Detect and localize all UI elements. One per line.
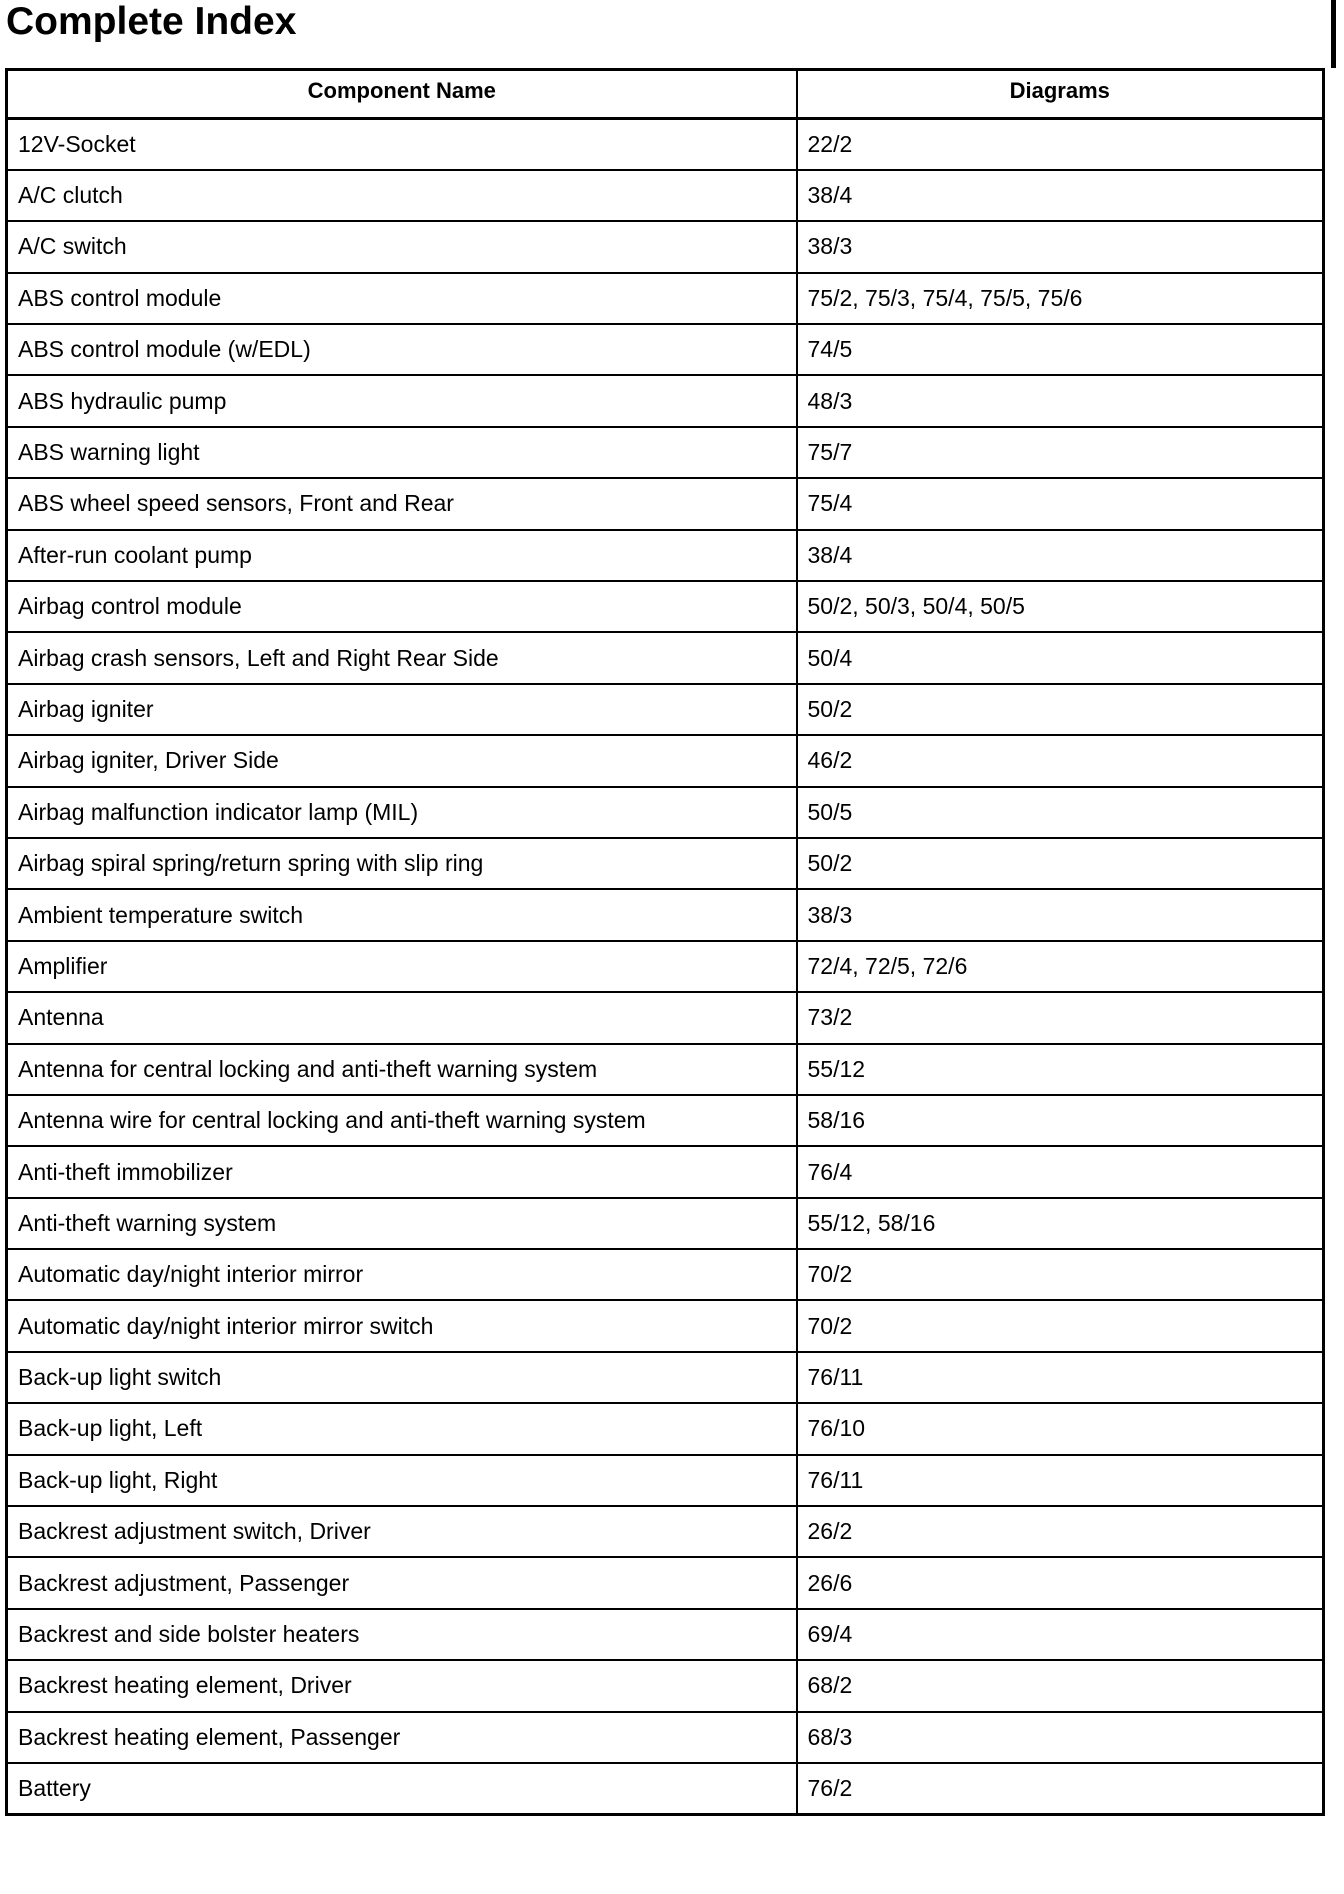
component-name-cell: Automatic day/night interior mirror switch [7,1300,797,1351]
table-row [7,1146,1324,1197]
component-name-cell: Anti-theft warning system [7,1198,797,1249]
component-name-cell: Anti-theft immobilizer [7,1146,797,1197]
diagrams-cell: 75/2, 75/3, 75/4, 75/5, 75/6 [797,273,1324,324]
table-row [7,632,1324,683]
diagrams-cell: 70/2 [797,1249,1324,1300]
component-name-cell: Automatic day/night interior mirror [7,1249,797,1300]
component-name-cell: Back-up light, Right [7,1455,797,1506]
component-name-cell: Antenna [7,992,797,1043]
diagrams-cell: 50/2 [797,838,1324,889]
component-index-table [5,68,1325,1816]
column-header-diagrams: Diagrams [797,70,1324,119]
diagrams-cell: 55/12, 58/16 [797,1198,1324,1249]
table-row [7,324,1324,375]
table-row [7,273,1324,324]
component-name-cell: ABS warning light [7,427,797,478]
table-row [7,1609,1324,1660]
diagrams-cell: 38/4 [797,170,1324,221]
component-name-cell: Backrest and side bolster heaters [7,1609,797,1660]
component-name-cell: After-run coolant pump [7,530,797,581]
component-name-cell: Backrest adjustment, Passenger [7,1557,797,1608]
diagrams-cell: 26/6 [797,1557,1324,1608]
table-row [7,375,1324,426]
component-name-cell: Airbag igniter [7,684,797,735]
table-row [7,1044,1324,1095]
table-row [7,787,1324,838]
component-name-cell: Airbag malfunction indicator lamp (MIL) [7,787,797,838]
table-row [7,1660,1324,1711]
table-row [7,478,1324,529]
diagrams-cell: 38/3 [797,889,1324,940]
component-name-cell: Airbag spiral spring/return spring with slip ring [7,838,797,889]
component-name-cell: Amplifier [7,941,797,992]
table-row [7,530,1324,581]
table-row [7,889,1324,940]
diagrams-cell: 50/2, 50/3, 50/4, 50/5 [797,581,1324,632]
page-edge-rule [1331,0,1336,68]
diagrams-cell: 68/3 [797,1712,1324,1763]
diagrams-cell: 75/7 [797,427,1324,478]
component-name-cell: Backrest heating element, Driver [7,1660,797,1711]
component-name-cell: ABS control module [7,273,797,324]
table-row [7,221,1324,272]
diagrams-cell: 50/4 [797,632,1324,683]
table-body [7,119,1324,1815]
component-name-cell: Antenna for central locking and anti-theft warning system [7,1044,797,1095]
table-row [7,1095,1324,1146]
component-name-cell: A/C clutch [7,170,797,221]
table-header-row [7,70,1324,119]
page-title: Complete Index [6,0,297,43]
diagrams-cell: 76/11 [797,1455,1324,1506]
table-row [7,992,1324,1043]
diagrams-cell: 76/11 [797,1352,1324,1403]
component-name-cell: ABS wheel speed sensors, Front and Rear [7,478,797,529]
component-name-cell: Airbag igniter, Driver Side [7,735,797,786]
table-row [7,1403,1324,1454]
component-name-cell: Backrest adjustment switch, Driver [7,1506,797,1557]
column-header-component: Component Name [7,70,797,119]
table-row [7,581,1324,632]
diagrams-cell: 73/2 [797,992,1324,1043]
component-name-cell: Backrest heating element, Passenger [7,1712,797,1763]
diagrams-cell: 50/2 [797,684,1324,735]
component-name-cell: Back-up light switch [7,1352,797,1403]
component-name-cell: Ambient temperature switch [7,889,797,940]
diagrams-cell: 55/12 [797,1044,1324,1095]
table-row [7,427,1324,478]
table-row [7,1763,1324,1814]
diagrams-cell: 76/10 [797,1403,1324,1454]
component-name-cell: Back-up light, Left [7,1403,797,1454]
component-name-cell: 12V-Socket [7,119,797,170]
table-row [7,1198,1324,1249]
table-row [7,1455,1324,1506]
table-row [7,170,1324,221]
component-name-cell: Antenna wire for central locking and anti-theft warning system [7,1095,797,1146]
table-row [7,1300,1324,1351]
diagrams-cell: 70/2 [797,1300,1324,1351]
diagrams-cell: 48/3 [797,375,1324,426]
diagrams-cell: 46/2 [797,735,1324,786]
diagrams-cell: 58/16 [797,1095,1324,1146]
diagrams-cell: 26/2 [797,1506,1324,1557]
diagrams-cell: 50/5 [797,787,1324,838]
diagrams-cell: 38/3 [797,221,1324,272]
table-row [7,1506,1324,1557]
diagrams-cell: 72/4, 72/5, 72/6 [797,941,1324,992]
diagrams-cell: 76/2 [797,1763,1324,1814]
table-row [7,684,1324,735]
component-name-cell: A/C switch [7,221,797,272]
table-row [7,735,1324,786]
diagrams-cell: 69/4 [797,1609,1324,1660]
table-row [7,1249,1324,1300]
table-row [7,838,1324,889]
component-name-cell: Airbag crash sensors, Left and Right Rear Side [7,632,797,683]
diagrams-cell: 68/2 [797,1660,1324,1711]
table-row [7,941,1324,992]
diagrams-cell: 75/4 [797,478,1324,529]
table-row [7,1557,1324,1608]
diagrams-cell: 76/4 [797,1146,1324,1197]
table-row [7,1352,1324,1403]
component-name-cell: Battery [7,1763,797,1814]
component-name-cell: Airbag control module [7,581,797,632]
table-row [7,1712,1324,1763]
component-name-cell: ABS control module (w/EDL) [7,324,797,375]
diagrams-cell: 38/4 [797,530,1324,581]
diagrams-cell: 74/5 [797,324,1324,375]
component-name-cell: ABS hydraulic pump [7,375,797,426]
table-row [7,119,1324,170]
diagrams-cell: 22/2 [797,119,1324,170]
